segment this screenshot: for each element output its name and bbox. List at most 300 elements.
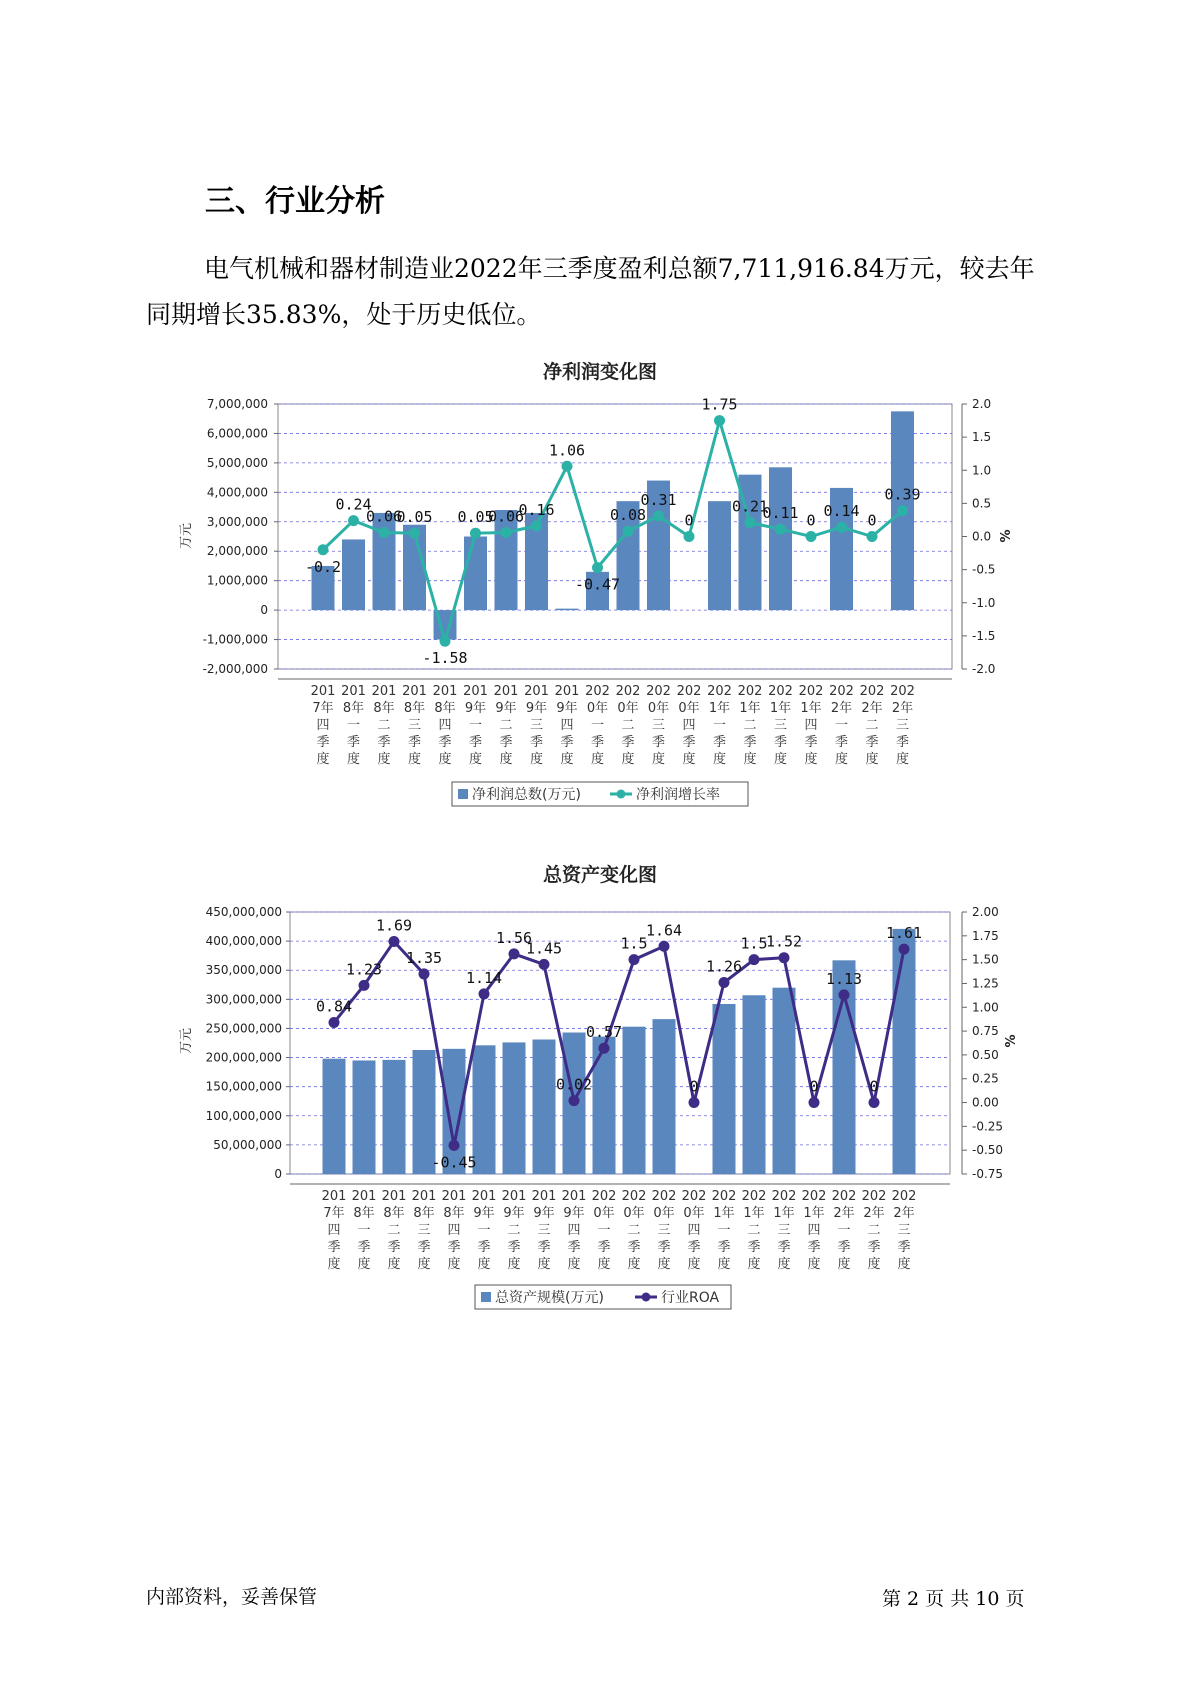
data-label: -0.45 xyxy=(431,1153,477,1172)
category-label: 9年 xyxy=(495,701,517,716)
category-label: 201 xyxy=(432,684,458,699)
category-label: 二 xyxy=(743,718,757,733)
right-tick-label: 1.5 xyxy=(972,430,992,445)
data-label: 0.16 xyxy=(518,500,555,519)
category-label: 度 xyxy=(417,1257,431,1272)
line-marker xyxy=(449,1140,460,1151)
left-tick-label: 400,000,000 xyxy=(205,934,282,949)
category-label: 度 xyxy=(837,1257,851,1272)
category-label: 四 xyxy=(804,718,818,733)
line-marker xyxy=(869,1097,880,1108)
line-marker xyxy=(659,941,670,952)
line-marker xyxy=(899,944,910,955)
line-marker xyxy=(749,954,760,965)
category-label: 度 xyxy=(712,752,727,767)
category-label: 四 xyxy=(560,718,574,733)
category-label: 四 xyxy=(447,1223,461,1238)
category-label: 度 xyxy=(777,1257,791,1272)
category-label: 二 xyxy=(387,1223,401,1238)
left-tick-label: -1,000,000 xyxy=(202,632,268,647)
bar xyxy=(713,1004,736,1174)
category-label: 201 xyxy=(411,1189,437,1204)
category-label: 202 xyxy=(737,684,763,699)
data-label: 0 xyxy=(869,1077,879,1096)
data-label: 1.64 xyxy=(645,921,683,940)
category-label: 季 xyxy=(567,1240,581,1255)
category-label: 8年 xyxy=(403,701,426,716)
data-label: 0.57 xyxy=(585,1023,623,1042)
right-tick-label: -0.50 xyxy=(972,1143,1004,1158)
data-label: 0.21 xyxy=(731,497,769,516)
line-marker xyxy=(719,977,730,988)
legend-bar-label: 总资产规模(万元) xyxy=(495,1290,604,1306)
data-label: 0 xyxy=(689,1077,699,1096)
category-label: 201 xyxy=(524,684,549,699)
category-label: 三 xyxy=(897,1223,911,1238)
category-label: 0年 xyxy=(683,1206,705,1221)
category-label: 季 xyxy=(807,1240,821,1255)
category-label: 0年 xyxy=(617,701,639,716)
left-tick-label: 4,000,000 xyxy=(206,485,268,500)
category-label: 四 xyxy=(807,1223,821,1238)
category-label: 8年 xyxy=(413,1206,435,1221)
data-label: 1.13 xyxy=(825,969,863,988)
right-tick-label: 0.50 xyxy=(972,1047,999,1062)
category-label: 一 xyxy=(712,718,727,733)
left-tick-label: 100,000,000 xyxy=(205,1108,282,1123)
category-label: 201 xyxy=(402,684,427,699)
category-label: 一 xyxy=(597,1223,611,1238)
category-label: 三 xyxy=(657,1223,671,1238)
left-tick-label: 250,000,000 xyxy=(205,1021,282,1036)
category-label: 季 xyxy=(468,735,483,750)
right-tick-label: 1.25 xyxy=(972,976,999,991)
category-label: 一 xyxy=(468,718,483,733)
bar xyxy=(353,1060,376,1174)
line-marker xyxy=(839,989,850,1000)
line-marker xyxy=(419,968,430,979)
category-label: 三 xyxy=(417,1223,431,1238)
data-label: 0.11 xyxy=(762,504,799,523)
data-label: -0.47 xyxy=(574,575,621,594)
data-label: 0.05 xyxy=(457,508,494,527)
legend-line-label: 行业ROA xyxy=(661,1290,720,1306)
category-label: 四 xyxy=(567,1223,581,1238)
data-label: 1.35 xyxy=(405,948,443,967)
category-label: 季 xyxy=(346,735,361,750)
category-label: 7年 xyxy=(323,1206,345,1221)
category-label: 季 xyxy=(897,1240,911,1255)
category-label: 202 xyxy=(615,684,641,699)
chart-title: 净利润变化图 xyxy=(542,361,658,383)
category-label: 度 xyxy=(807,1257,821,1272)
category-label: 度 xyxy=(468,752,483,767)
category-label: 季 xyxy=(895,735,910,750)
chart-title: 总资产变化图 xyxy=(542,864,658,886)
category-label: 202 xyxy=(801,1189,827,1204)
right-tick-label: 1.75 xyxy=(972,928,999,943)
category-label: 季 xyxy=(687,1240,701,1255)
data-label: 0.24 xyxy=(335,495,372,514)
category-label: 201 xyxy=(371,684,397,699)
category-label: 度 xyxy=(627,1257,641,1272)
category-label: 季 xyxy=(867,1240,881,1255)
legend-line-label: 净利润增长率 xyxy=(636,787,720,803)
category-label: 季 xyxy=(773,735,788,750)
category-label: 9年 xyxy=(473,1206,495,1221)
category-label: 三 xyxy=(407,718,422,733)
category-label: 度 xyxy=(747,1257,761,1272)
category-label: 201 xyxy=(493,684,519,699)
data-label: 0.08 xyxy=(609,506,647,525)
category-label: 201 xyxy=(351,1189,377,1204)
category-label: 2年 xyxy=(893,1206,915,1221)
category-label: 四 xyxy=(316,718,330,733)
category-label: 201 xyxy=(531,1189,557,1204)
category-label: 201 xyxy=(463,684,488,699)
category-label: 季 xyxy=(529,735,544,750)
data-label: 1.75 xyxy=(701,395,738,414)
category-label: 度 xyxy=(804,752,818,767)
category-label: 0年 xyxy=(653,1206,675,1221)
data-label: 1.26 xyxy=(705,957,743,976)
category-label: 四 xyxy=(327,1223,341,1238)
bar xyxy=(593,1037,616,1174)
bar xyxy=(623,1027,646,1174)
category-label: 201 xyxy=(321,1189,347,1204)
category-label: 季 xyxy=(834,735,849,750)
data-label: 1.5 xyxy=(740,934,768,953)
line-marker xyxy=(389,936,400,947)
category-label: 一 xyxy=(837,1223,851,1238)
category-label: 202 xyxy=(591,1189,617,1204)
category-label: 度 xyxy=(560,752,574,767)
right-tick-label: -0.5 xyxy=(972,562,996,577)
category-label: 度 xyxy=(590,752,605,767)
left-tick-label: 300,000,000 xyxy=(205,992,282,1007)
category-label: 度 xyxy=(377,752,391,767)
data-label: 1.69 xyxy=(375,916,413,935)
category-label: 201 xyxy=(501,1189,527,1204)
right-tick-label: 1.50 xyxy=(972,952,999,967)
category-label: 1年 xyxy=(708,701,731,716)
data-label: 0 xyxy=(867,511,877,530)
category-label: 度 xyxy=(597,1257,611,1272)
left-tick-label: 50,000,000 xyxy=(213,1137,282,1152)
category-label: 8年 xyxy=(373,701,395,716)
category-label: 季 xyxy=(804,735,818,750)
category-label: 季 xyxy=(387,1240,401,1255)
left-tick-label: 3,000,000 xyxy=(206,514,268,529)
legend-bar-swatch xyxy=(481,1292,491,1302)
data-label: 1.23 xyxy=(345,960,383,979)
left-tick-label: 450,000,000 xyxy=(205,905,282,919)
left-axis-label: 万元 xyxy=(179,1027,194,1055)
right-tick-label: -1.5 xyxy=(972,628,996,643)
data-label: 0.05 xyxy=(396,508,433,527)
data-label: 0.06 xyxy=(487,507,525,526)
data-label: 0.02 xyxy=(555,1075,593,1094)
line-marker xyxy=(359,980,370,991)
left-tick-label: 6,000,000 xyxy=(206,426,268,441)
category-label: 9年 xyxy=(525,701,548,716)
right-tick-label: 0.5 xyxy=(972,496,992,511)
category-label: 季 xyxy=(651,735,666,750)
right-axis-label: % xyxy=(999,529,1014,543)
category-label: 度 xyxy=(867,1257,881,1272)
line-marker xyxy=(569,1095,580,1106)
category-label: 四 xyxy=(682,718,696,733)
category-label: 0年 xyxy=(593,1206,615,1221)
category-label: 202 xyxy=(646,684,671,699)
category-label: 202 xyxy=(651,1189,677,1204)
category-label: 9年 xyxy=(464,701,487,716)
category-label: 1年 xyxy=(769,701,792,716)
category-label: 季 xyxy=(507,1240,521,1255)
legend-bar-label: 净利润总数(万元) xyxy=(472,787,581,803)
data-label: 1.52 xyxy=(765,932,803,951)
category-label: 202 xyxy=(829,684,854,699)
category-label: 201 xyxy=(561,1189,587,1204)
category-label: 度 xyxy=(507,1257,521,1272)
data-label: 1.61 xyxy=(885,924,923,943)
category-label: 8年 xyxy=(443,1206,465,1221)
category-label: 202 xyxy=(707,684,732,699)
category-label: 季 xyxy=(597,1240,611,1255)
category-label: 9年 xyxy=(563,1206,585,1221)
category-label: 度 xyxy=(529,752,544,767)
category-label: 8年 xyxy=(353,1206,375,1221)
left-tick-label: 7,000,000 xyxy=(206,397,268,411)
category-label: 二 xyxy=(499,718,513,733)
category-label: 三 xyxy=(529,718,544,733)
category-label: 0年 xyxy=(678,701,700,716)
right-tick-label: 2.00 xyxy=(972,905,999,919)
category-label: 季 xyxy=(407,735,422,750)
right-tick-label: -0.75 xyxy=(972,1167,1004,1181)
bar xyxy=(323,1059,346,1174)
category-label: 202 xyxy=(891,1189,917,1204)
category-label: 季 xyxy=(712,735,727,750)
right-tick-label: -1.0 xyxy=(972,595,996,610)
category-label: 0年 xyxy=(586,701,609,716)
category-label: 二 xyxy=(507,1223,521,1238)
category-label: 度 xyxy=(773,752,788,767)
category-label: 201 xyxy=(471,1189,497,1204)
category-label: 季 xyxy=(316,735,330,750)
category-label: 1年 xyxy=(743,1206,765,1221)
line-marker xyxy=(539,959,550,970)
category-label: 201 xyxy=(310,684,336,699)
category-label: 季 xyxy=(590,735,605,750)
category-label: 季 xyxy=(560,735,574,750)
line-marker xyxy=(479,988,490,999)
category-label: 季 xyxy=(537,1240,551,1255)
category-label: 季 xyxy=(357,1240,371,1255)
data-label: 1.14 xyxy=(465,968,503,987)
data-label: 0.84 xyxy=(315,997,353,1016)
category-label: 1年 xyxy=(803,1206,825,1221)
legend-line-marker xyxy=(642,1293,651,1302)
category-label: 202 xyxy=(861,1189,887,1204)
category-label: 201 xyxy=(554,684,580,699)
category-label: 202 xyxy=(711,1189,737,1204)
category-label: 度 xyxy=(316,752,330,767)
category-label: 一 xyxy=(346,718,361,733)
category-label: 度 xyxy=(567,1257,581,1272)
category-label: 二 xyxy=(627,1223,641,1238)
data-label: 0.39 xyxy=(884,485,921,504)
left-tick-label: 350,000,000 xyxy=(205,963,282,978)
right-axis-label: % xyxy=(1004,1034,1019,1048)
category-label: 202 xyxy=(890,684,915,699)
category-label: 度 xyxy=(477,1257,491,1272)
category-label: 二 xyxy=(865,718,879,733)
category-label: 季 xyxy=(682,735,696,750)
section-title: 三、行业分析 xyxy=(205,184,385,219)
category-label: 季 xyxy=(865,735,879,750)
category-label: 一 xyxy=(477,1223,491,1238)
category-label: 度 xyxy=(357,1257,371,1272)
category-label: 202 xyxy=(798,684,824,699)
category-label: 2年 xyxy=(861,701,883,716)
left-axis-label: 万元 xyxy=(179,522,194,550)
category-label: 季 xyxy=(477,1240,491,1255)
bar xyxy=(503,1042,526,1174)
left-tick-label: 200,000,000 xyxy=(205,1050,282,1065)
category-label: 度 xyxy=(387,1257,401,1272)
data-label: -1.58 xyxy=(422,649,468,668)
category-label: 度 xyxy=(447,1257,461,1272)
bar xyxy=(773,988,796,1174)
data-label: -0.2 xyxy=(304,557,342,576)
data-label: 0.14 xyxy=(823,502,860,521)
category-label: 度 xyxy=(834,752,849,767)
data-label: 1.06 xyxy=(548,441,586,460)
category-label: 度 xyxy=(621,752,635,767)
category-label: 2年 xyxy=(863,1206,885,1221)
category-label: 9年 xyxy=(533,1206,555,1221)
left-tick-label: 0 xyxy=(274,1167,282,1181)
line-marker xyxy=(599,1043,610,1054)
category-label: 一 xyxy=(590,718,605,733)
category-label: 0年 xyxy=(647,701,670,716)
category-label: 季 xyxy=(621,735,635,750)
category-label: 202 xyxy=(621,1189,647,1204)
line-marker xyxy=(779,952,790,963)
category-label: 季 xyxy=(438,735,452,750)
category-label: 度 xyxy=(682,752,696,767)
bar xyxy=(743,995,766,1174)
right-tick-label: 1.0 xyxy=(972,463,992,478)
category-label: 1年 xyxy=(800,701,822,716)
data-label: 1.45 xyxy=(525,939,563,958)
category-label: 季 xyxy=(499,735,513,750)
category-label: 二 xyxy=(747,1223,761,1238)
category-label: 季 xyxy=(377,735,391,750)
category-label: 季 xyxy=(657,1240,671,1255)
category-label: 二 xyxy=(377,718,391,733)
footer-page-number: 第 2 页 共 10 页 xyxy=(882,1588,1025,1610)
category-label: 二 xyxy=(621,718,635,733)
category-label: 一 xyxy=(717,1223,731,1238)
category-label: 度 xyxy=(651,752,666,767)
category-label: 202 xyxy=(681,1189,707,1204)
category-label: 202 xyxy=(585,684,610,699)
category-label: 季 xyxy=(837,1240,851,1255)
category-label: 三 xyxy=(537,1223,551,1238)
category-label: 季 xyxy=(747,1240,761,1255)
line-marker xyxy=(809,1097,820,1108)
data-label: 0 xyxy=(806,511,816,530)
category-label: 三 xyxy=(773,718,788,733)
bar xyxy=(893,929,916,1174)
category-label: 202 xyxy=(741,1189,767,1204)
category-label: 1年 xyxy=(739,701,761,716)
category-label: 四 xyxy=(438,718,452,733)
category-label: 202 xyxy=(676,684,702,699)
category-label: 二 xyxy=(867,1223,881,1238)
right-tick-label: 2.0 xyxy=(972,397,992,411)
category-label: 度 xyxy=(327,1257,341,1272)
category-label: 201 xyxy=(381,1189,407,1204)
category-label: 度 xyxy=(897,1257,911,1272)
category-label: 202 xyxy=(768,684,793,699)
category-label: 2年 xyxy=(891,701,914,716)
category-label: 7年 xyxy=(312,701,334,716)
category-label: 季 xyxy=(717,1240,731,1255)
category-label: 三 xyxy=(895,718,910,733)
right-tick-label: 0.0 xyxy=(972,529,992,544)
right-tick-label: 0.00 xyxy=(972,1095,999,1110)
right-tick-label: 0.75 xyxy=(972,1024,999,1039)
category-label: 度 xyxy=(438,752,452,767)
right-tick-label: -2.0 xyxy=(972,662,996,676)
category-label: 三 xyxy=(651,718,666,733)
category-label: 度 xyxy=(717,1257,731,1272)
data-label: 0 xyxy=(684,511,694,530)
bar xyxy=(383,1060,406,1174)
category-label: 一 xyxy=(834,718,849,733)
category-label: 8年 xyxy=(342,701,365,716)
analysis-text: 电气机械和器材制造业2022年三季度盈利总额7,711,916.84万元，较去年同期增长35.83%，处于历史低位。 xyxy=(146,254,1035,329)
line-marker xyxy=(689,1097,700,1108)
left-tick-label: -2,000,000 xyxy=(202,662,268,676)
category-label: 季 xyxy=(627,1240,641,1255)
data-label: 0.31 xyxy=(640,490,677,509)
category-label: 8年 xyxy=(383,1206,405,1221)
category-label: 度 xyxy=(346,752,361,767)
left-tick-label: 2,000,000 xyxy=(206,544,268,559)
category-label: 201 xyxy=(341,684,366,699)
category-label: 1年 xyxy=(713,1206,735,1221)
category-label: 度 xyxy=(895,752,910,767)
left-tick-label: 5,000,000 xyxy=(206,455,268,470)
category-label: 1年 xyxy=(773,1206,795,1221)
category-label: 9年 xyxy=(503,1206,525,1221)
category-label: 度 xyxy=(499,752,513,767)
footer-confidential: 内部资料，妥善保管 xyxy=(146,1586,318,1608)
category-label: 一 xyxy=(357,1223,371,1238)
bar xyxy=(533,1040,556,1174)
category-label: 9年 xyxy=(556,701,578,716)
data-label: 0 xyxy=(809,1077,819,1096)
left-tick-label: 150,000,000 xyxy=(205,1079,282,1094)
left-tick-label: 1,000,000 xyxy=(206,573,268,588)
left-tick-label: 0 xyxy=(260,603,268,618)
category-label: 8年 xyxy=(434,701,456,716)
category-label: 三 xyxy=(777,1223,791,1238)
